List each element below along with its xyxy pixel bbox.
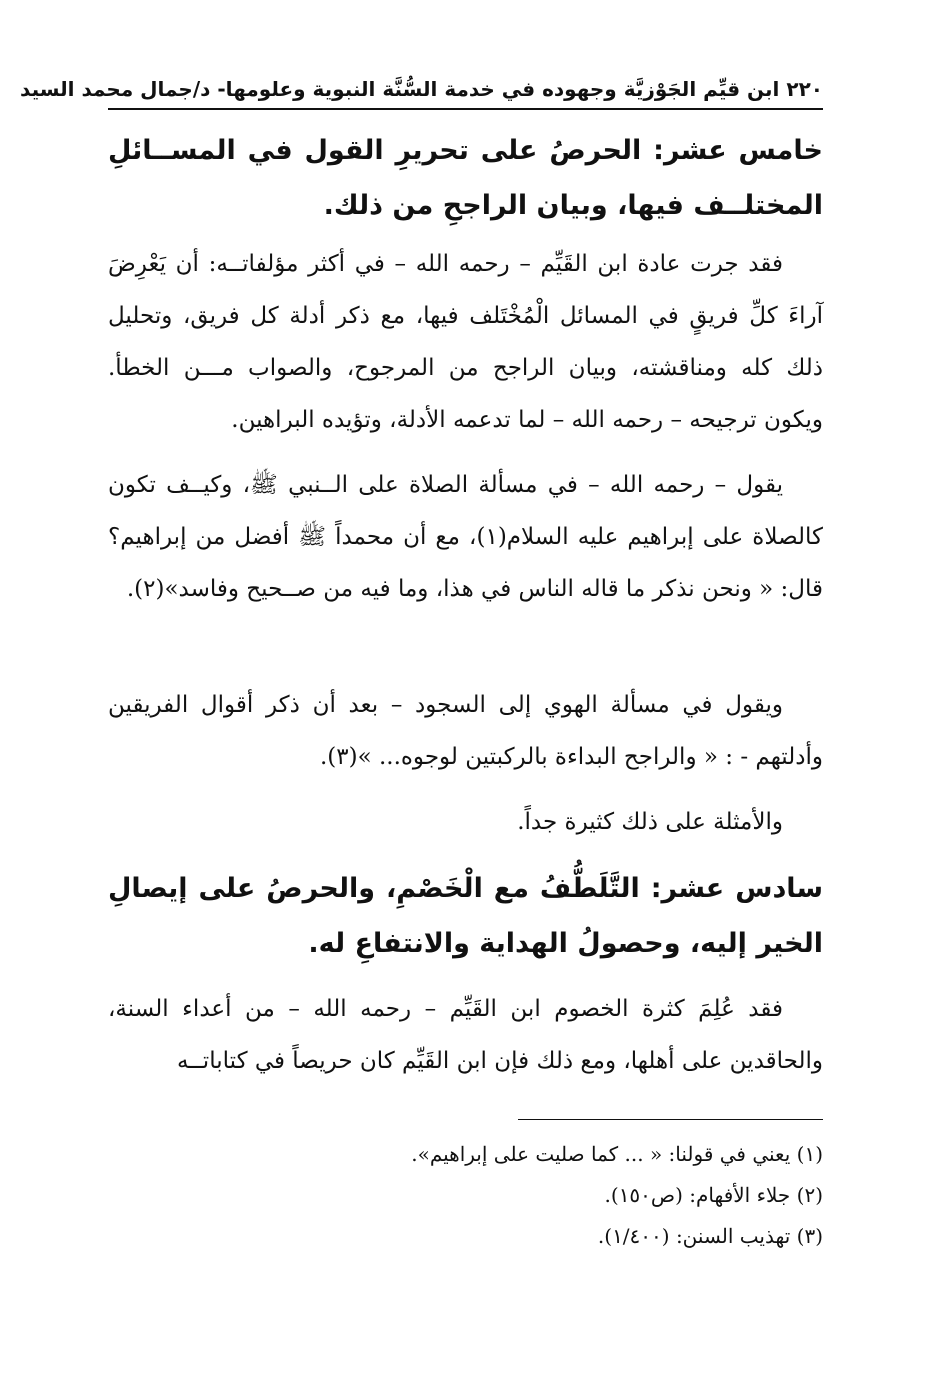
footnote-2: (٢) جلاء الأفهام: (ص١٥٠). bbox=[604, 1183, 823, 1207]
header-rule bbox=[108, 108, 823, 110]
section-heading-16: سادس عشر: التَّلَطُّفُ مع الْخَصْمِ، والحرصُ على إيصالِ الخير إليه، وحصولُ الهداية والانتفاعِ له. bbox=[108, 873, 823, 959]
paragraph-5: فقد عُلِمَ كثرة الخصوم ابن القَيِّم – رحمه الله – من أعداء السنة، والحاقدين على أهلها، ومع ذلك فإن ابن القَيِّم كان حريصاً في كتاباتــه bbox=[108, 996, 823, 1074]
footnote-rule bbox=[518, 1119, 823, 1120]
paragraph-2: يقول – رحمه الله – في مسألة الصلاة على الــنبي ﷺ، وكيــف تكون كالصلاة على إبراهيم عليه السلام(١)، مع أن محمداً ﷺ أفضل من إبراهيم؟ قال: « ونحن نذكر ما قاله الناس في هذا، وما فيه من صــحيح وفاسد»(٢). bbox=[108, 472, 823, 602]
paragraph-4: والأمثلة على ذلك كثيرة جداً. bbox=[517, 809, 783, 835]
footnote-1: (١) يعني في قولنا: « ... كما صليت على إبراهيم». bbox=[411, 1142, 823, 1166]
book-page bbox=[20, 0, 823, 1373]
running-header: ٢٢٠ ابن قيِّم الجَوْزيَّة وجهوده في خدمة السُّنَّة النبوية وعلومها- د/جمال محمد السيد bbox=[20, 77, 823, 101]
section-heading-15: خامس عشر: الحرصُ على تحريرِ القول في المســائلِ المختلــف فيها، وبيان الراجحِ من ذلك. bbox=[108, 135, 823, 221]
footnote-3: (٣) تهذيب السنن: (١/٤٠٠). bbox=[597, 1224, 823, 1248]
paragraph-1: فقد جرت عادة ابن القَيِّم – رحمه الله – في أكثر مؤلفاتــه: أن يَعْرِضَ آراءَ كلِّ فريقٍ في المسائل الْمُخْتَلف فيها، مع ذكر أدلة كل فريق، وتحليل ذلك كله ومناقشته، وبيان الراجح من المرجوح، والصواب مـــن الخطأ. ويكون ترجيحه – رحمه الله – لما تدعمه الأدلة، وتؤيده البراهين. bbox=[108, 251, 823, 433]
paragraph-3: ويقول في مسألة الهوي إلى السجود – بعد أن ذكر أقوال الفريقين وأدلتهم - : « والراجح البداءة بالركبتين لوجوه... »(٣). bbox=[108, 692, 823, 770]
